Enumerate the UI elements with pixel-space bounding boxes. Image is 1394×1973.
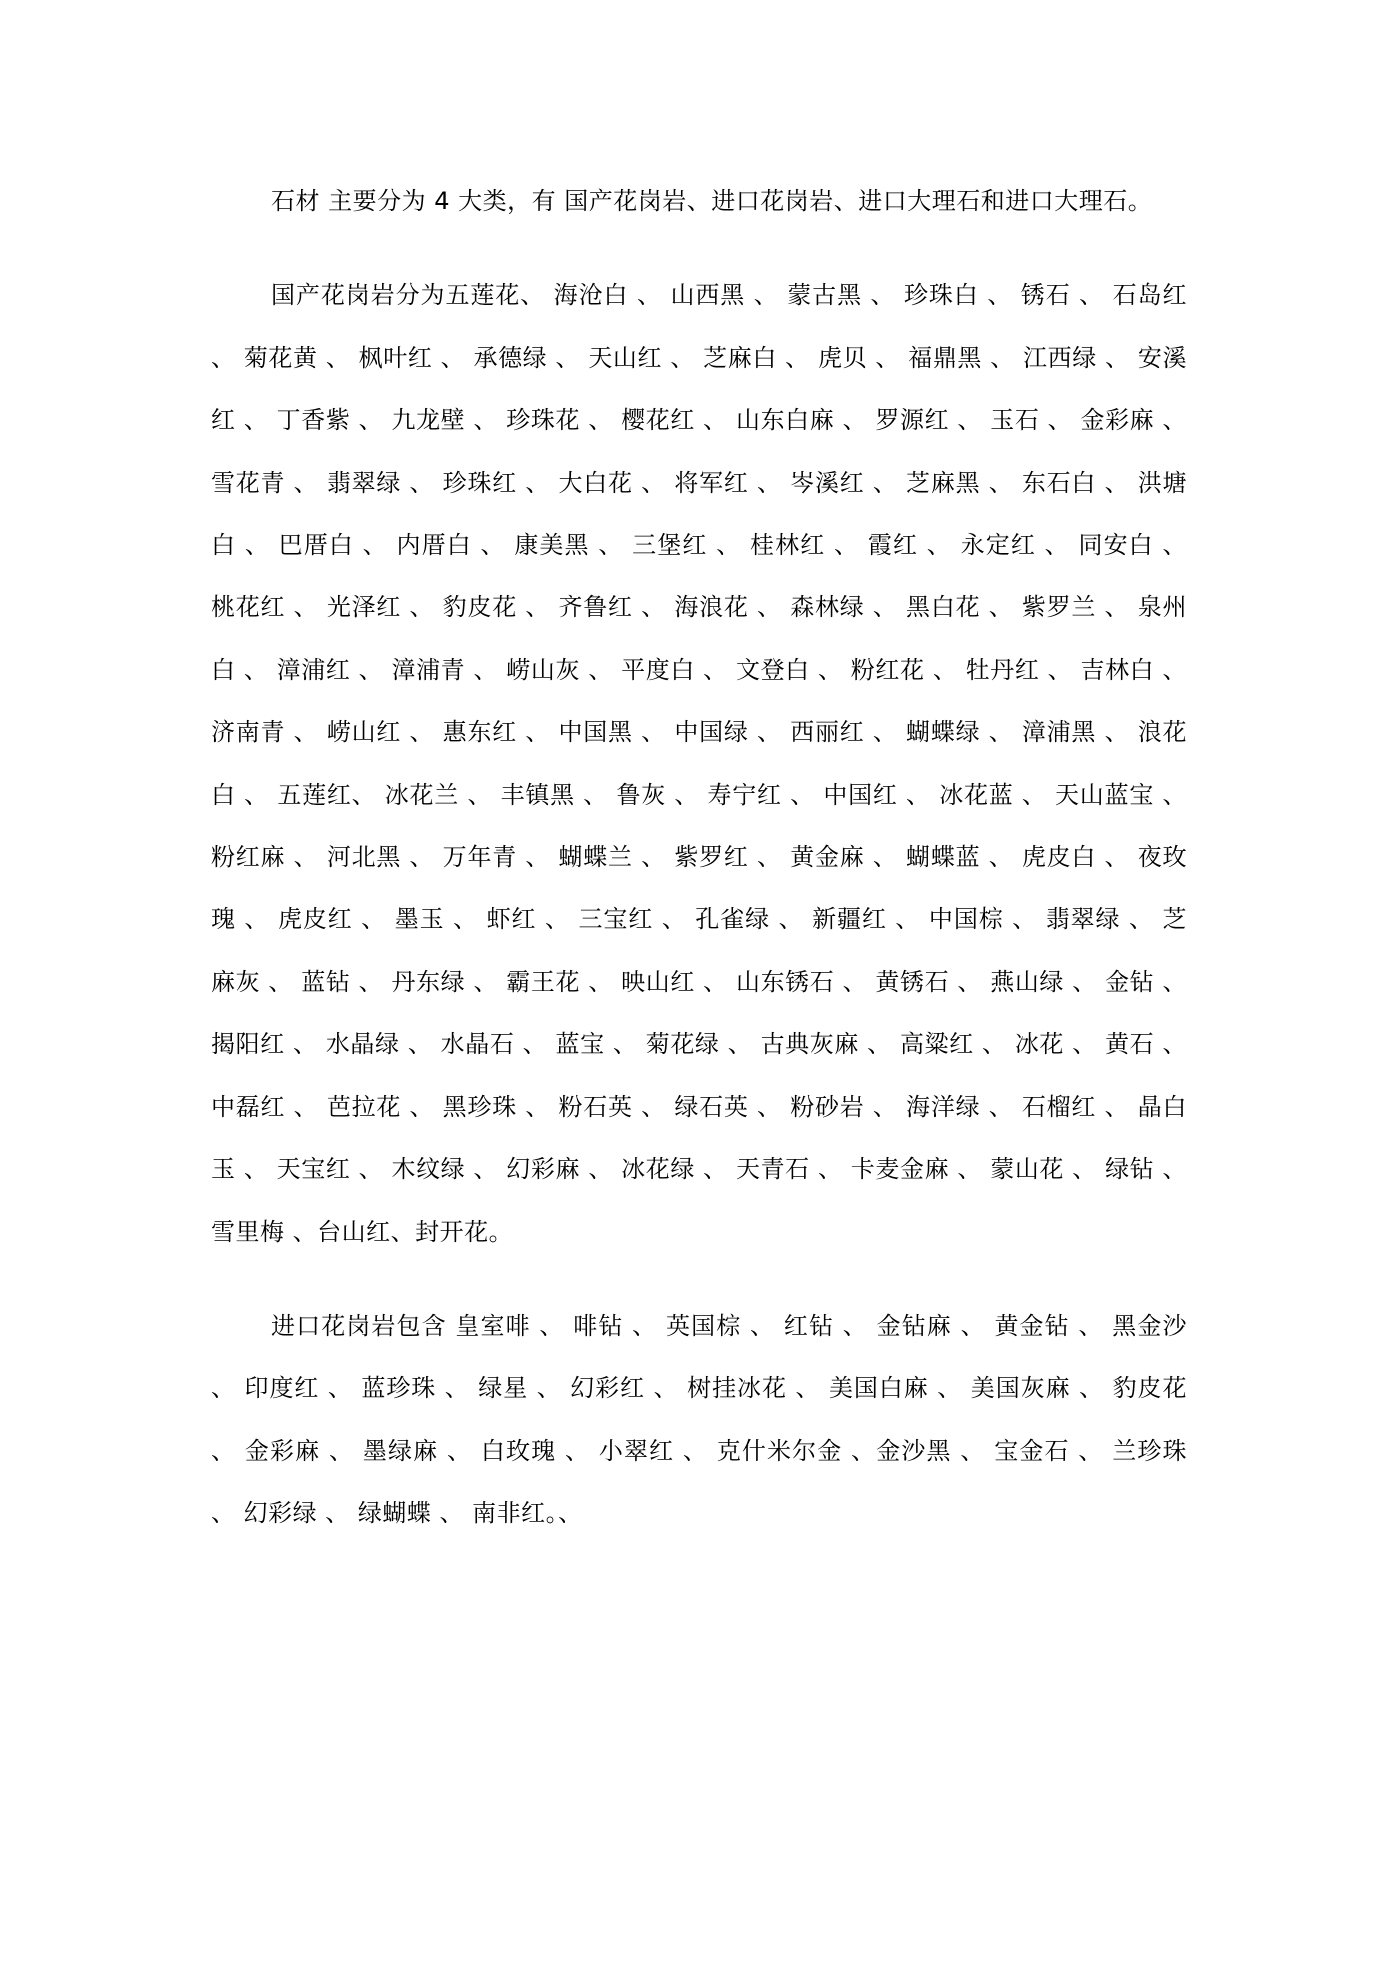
paragraph-domestic-granite: 国产花岗岩分为五莲花、 海沧白 、 山西黑 、 蒙古黑 、 珍珠白 、 锈石 、 石岛红 、 菊花黄 、 枫叶红 、 承德绿 、 天山红 、 芝麻白 、 虎贝 、 福鼎黑 、 江西绿 、 安溪红 、 丁香紫 、 九龙壁 、 珍珠花 、 樱花红 、 山东白麻 、 罗源红 、 玉石 、 金彩麻 、 雪花青 、 翡翠绿 、 珍珠红 、 大白花 、 将军红 、 岑溪红 、 芝麻黑 、 东石白 、 洪塘白 、 巴厝白 、 内厝白 、 康美黑 、 三堡红 、 桂林红 、 霞红 、 永定红 、 同安白 、 桃花红 、 光泽红 、 豹皮花 、 齐鲁红 、 海浪花 、 森林绿 、 黑白花 、 紫罗兰 、 泉州白 、 漳浦红 、 漳浦青 、 崂山灰 、 平度白 、 文登白 、 粉红花 、 牡丹红 、 吉林白 、 济南青 、 崂山红 、 惠东红 、 中国黑 、 中国绿 、 西丽红 、 蝴蝶绿 、 漳浦黑 、 浪花白 、 五莲红、 冰花兰 、 丰镇黑 、 鲁灰 、 寿宁红 、 中国红 、 冰花蓝 、 天山蓝宝 、 粉红麻 、 河北黑 、 万年青 、 蝴蝶兰 、 紫罗红 、 黄金麻 、 蝴蝶蓝 、 虎皮白 、 夜玫瑰 、 虎皮红 、 墨玉 、 虾红 、 三宝红 、 孔雀绿 、 新疆红 、 中国棕 、 翡翠绿 、 芝麻灰 、 蓝钻 、 丹东绿 、 霸王花 、 映山红 、 山东锈石 、 黄锈石 、 燕山绿 、 金钻 、 揭阳红 、 水晶绿 、 水晶石 、 蓝宝 、 菊花绿 、 古典灰麻 、 高粱红 、 冰花 、 黄石 、 中磊红 、 芭拉花 、 黑珍珠 、 粉石英 、 绿石英 、 粉砂岩 、 海洋绿 、 石榴红 、 晶白玉 、 天宝红 、 木纹绿 、 幻彩麻 、 冰花绿 、 天青石 、 卡麦金麻 、 蒙山花 、 绿钻 、 雪里梅 、台山红、封开花。 <box>211 281 1187 1246</box>
paragraph-stone-categories: 石材 主要分为 4 大类，有 国产花岗岩、进口花岗岩、进口大理石和进口大理石。 <box>271 187 1153 215</box>
paragraph-imported-granite: 进口花岗岩包含 皇室啡 、 啡钻 、 英国棕 、 红钻 、 金钻麻 、 黄金钻 、 黑金沙 、 印度红 、 蓝珍珠 、 绿星 、 幻彩红 、 树挂冰花 、 美国白麻 、 美国灰麻 、 豹皮花 、 金彩麻 、 墨绿麻 、 白玫瑰 、 小翠红 、 克什米尔金 、金沙黑 、 宝金石 、 兰珍珠 、 幻彩绿 、 绿蝴蝶 、 南非红。、 <box>211 1311 1187 1528</box>
document-page <box>211 170 1187 1545</box>
